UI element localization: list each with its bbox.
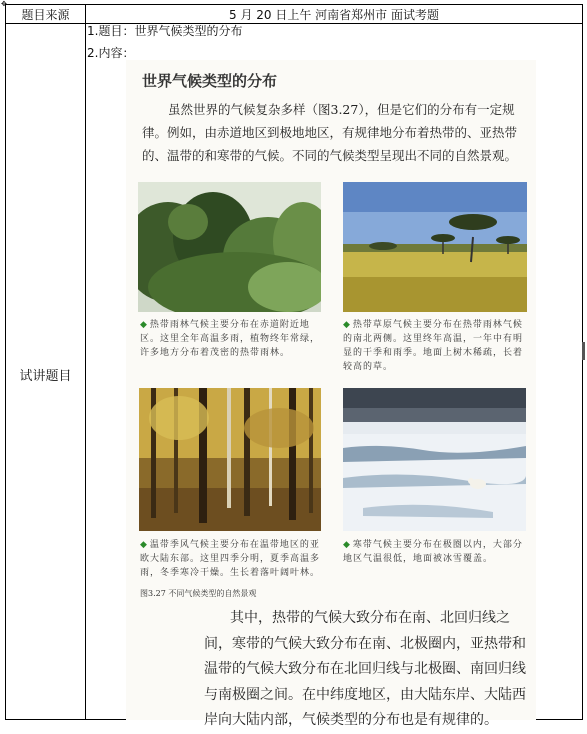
corner-mark: ✥ <box>1 0 7 8</box>
photo-rainforest <box>138 182 321 312</box>
content-line: 2.内容： <box>87 46 135 60</box>
header-exam-info: 5 月 20 日上午 河南省郑州市 面试考题 <box>229 7 439 22</box>
topic-line: 1.题目：世界气候类型的分布 <box>87 24 243 38</box>
page-edge-marker <box>582 342 585 360</box>
photo-savanna <box>343 182 527 312</box>
photo-temperate-forest <box>139 388 321 531</box>
book-paragraph-2: 其中，热带的气候大致分布在南、北回归线之间，寒带的气候大致分布在南、北极圈内，亚热带和温带的气候大致分布在北回归线与北极圈、南回归线与南极圈之间。在中纬度地区，由大陆东岸、大陆西岸向大陆内部，气候类型的分布也是有规律的。 <box>204 610 526 728</box>
caption-polar: ◆ 寒带气候主要分布在极圈以内，大部分地区气温很低，地面被冰雪覆盖。 <box>343 540 523 564</box>
photo-polar <box>343 388 526 531</box>
column-divider <box>85 5 86 719</box>
book-title: 世界气候类型的分布 <box>142 72 278 90</box>
header-source-label: 题目来源 <box>21 7 70 22</box>
row-label-topic: 试讲题目 <box>19 369 72 384</box>
figure-caption: 图3.27 不同气候类型的自然景观 <box>140 589 257 598</box>
caption-rainforest: ◆ 热带雨林气候主要分布在赤道附近地区。这里全年高温多雨，植物终年常绿，许多地方分布着茂密的热带雨林。 <box>140 320 321 358</box>
caption-savanna: ◆ 热带草原气候主要分布在热带雨林气候的南北两侧。这里终年高温，一年中有明显的干季和雨季。地面上树木稀疏，长着较高的草。 <box>343 320 524 372</box>
book-paragraph-1: 虽然世界的气候复杂多样（图3.27），但是它们的分布有一定规律。例如，由赤道地区到极地地区，有规律地分布着热带的、亚热带的、温带的和寒带的气候。不同的气候类型呈现出不同的自然景观。 <box>142 102 518 163</box>
caption-temperate: ◆ 温带季风气候主要分布在温带地区的亚欧大陆东部。这里四季分明，夏季高温多雨，冬季寒冷干燥。生长着落叶阔叶林。 <box>140 540 321 578</box>
